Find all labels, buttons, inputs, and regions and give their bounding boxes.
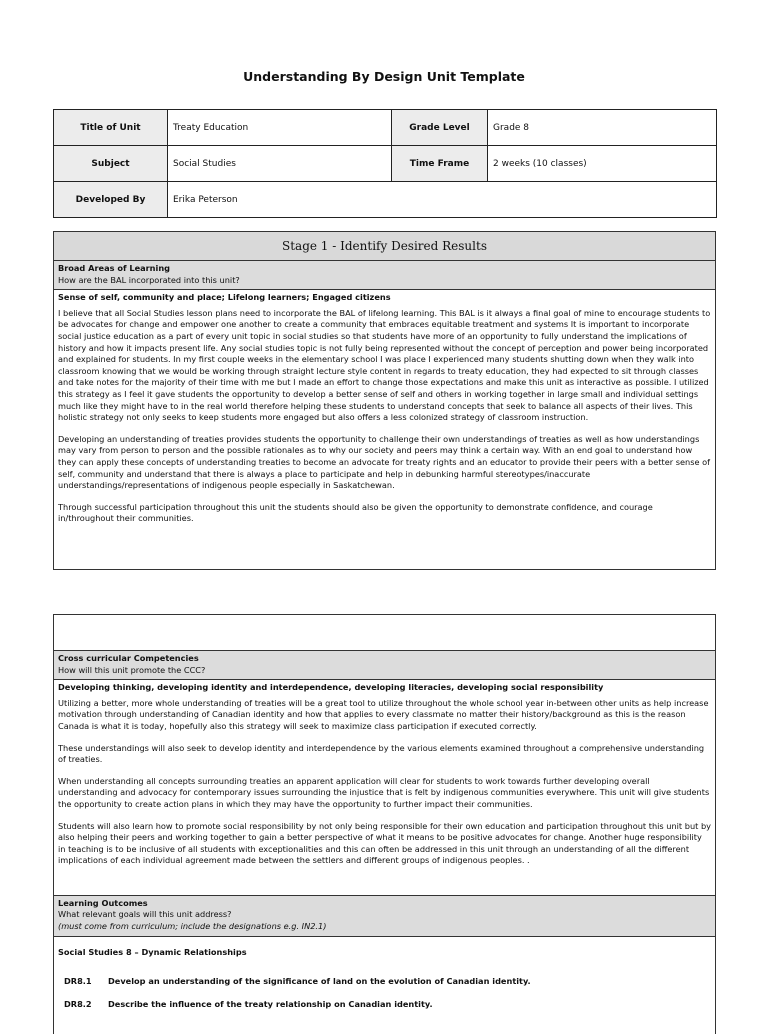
outcomes-note: (must come from curriculum; include the designations e.g. IN2.1) [58,920,327,931]
outcomes-title: Learning Outcomes [58,897,148,908]
ccc-title: Cross curricular Competencies [58,653,199,663]
ccc-paragraph: Utilizing a better, more whole understanding of treaties will be a great tool to utilize throughout the whole school year in-between other units as help increase motivation through understanding of Canadian identity and how that applies to every classmate no matter their history/background as this is the reason Canada is what it is today, hopefully also this strategy will seek to maximize class participation if executed correctly. [58,697,709,731]
bal-answer-title: Sense of self, community and place; Lifelong learners; Engaged citizens [58,292,391,303]
outcome-item [54,976,715,988]
ccc-answer-title: Developing thinking, developing identity and interdependence, developing literacies, developing social responsibility [58,682,604,693]
subject-value: Social Studies [168,146,392,182]
time-frame-value: 2 weeks (10 classes) [488,146,717,182]
outcomes-question: What relevant goals will this unit address? [58,909,232,920]
bal-title: Broad Areas of Learning [58,263,171,273]
blank-header-row [54,615,715,651]
grade-level-value: Grade 8 [488,110,717,146]
outcome-code: DR8.1 [64,976,92,987]
outcome-code: DR8.2 [64,998,92,1009]
developed-by-value: Erika Peterson [168,182,717,218]
ccc-body [54,698,715,895]
time-frame-label: Time Frame [392,146,488,182]
ccc-paragraph: Students will also learn how to promote social responsibility by not only being responsible for their own education and participation throughout this unit but by also helping their peers and working together to gain a better perspective of what it means to be positive advocates for change. Another huge responsibility in teaching is to be inclusive of all students with exceptionalities and this can often be addressed in this unit through an understanding of all the different implications of each individual agreement made between the settlers and different groups of indigenous peoples. . [58,820,711,866]
outcome-text: Describe the influence of the treaty relationship on Canadian identity. [108,998,433,1009]
subject-label: Subject [54,146,168,182]
title-of-unit-value: Treaty Education [168,110,392,146]
grade-level-label: Grade Level [392,110,488,146]
bal-header [54,261,715,290]
ccc-question: How will this unit promote the CCC? [58,664,206,675]
bal-paragraph: Developing an understanding of treaties provides students the opportunity to challenge their own understandings of treaties as well as how understandings may vary from person to person and the possible rationales as to why our society and peers may think a certain way. With an end goal to understand how they can apply these concepts of understanding treaties to become an advocate for treaty rights and an educator to provide their peers with a better sense of self, community and understand that there is always a place to participate and help in debunking harmful stereotypes/inaccurate understandings/representations of indigenous people especially in Saskatchewan. [58,433,710,491]
outcome-item [54,999,715,1011]
title-of-unit-label: Title of Unit [54,110,168,146]
ccc-paragraph: When understanding all concepts surrounding treaties an apparent application will clear for students to work towards further developing overall understanding and advocacy for contemporary issues surrounding the injustice that is felt by indigenous communities everywhere. This unit will give students the opportunity to create action plans in which they may have the opportunity to further impact their communities. [58,775,710,809]
outcome-text: Develop an understanding of the significance of land on the evolution of Canadian identity. [108,976,531,987]
course-title: Social Studies 8 – Dynamic Relationships [58,946,247,957]
stage1-heading: Stage 1 - Identify Desired Results [54,232,715,261]
outcomes-header [54,895,715,937]
unit-info-table [53,109,717,218]
stage1-section [53,231,716,570]
bal-question: How are the BAL incorporated into this unit? [58,274,240,285]
ccc-paragraph: These understandings will also seek to develop identity and interdependence by the various elements examined throughout a comprehensive understanding of treaties. [58,742,705,765]
ccc-section [53,614,716,1034]
developed-by-label: Developed By [54,182,168,218]
document-title: Understanding By Design Unit Template [243,69,525,84]
bal-paragraph: I believe that all Social Studies lesson plans need to incorporate the BAL of lifelong learning. This BAL is it always a final goal of mine to encourage students to be advocates for change and empower one another to create a community that embraces equitable treatment and systems It is important to incorporate social justice education as a part of every unit topic in social studies so that students have more of an opportunity to fully understand the implications of history and how it impacts present life. Any social studies topic is not fully being represented without the concept of perception and power being incorporated and explained for students. In my first couple weeks in the elementary school I was place I experienced many students shutting down when they walk into classroom knowing that we would be working through straight lecture style content in regards to treaty education, they had expected to sit through classes and take notes for the majority of their time with me but I made an effort to change those expectations and make this unit as interactive as possible. I utilized this strategy as I feel it gave students the opportunity to develop a better sense of self and others in working together in large small and individual settings much like they might have to in the real world therefore helping these students to understand concepts that seek to balance all aspects of their lives. This holistic strategy not only seeks to keep students more engaged but also offers a less colonized strategy of classroom instruction. [58,307,711,423]
bal-paragraph: Through successful participation throughout this unit the students should also be given the opportunity to demonstrate confidence, and courage in/throughout their communities. [58,501,653,524]
ccc-header [54,651,715,680]
